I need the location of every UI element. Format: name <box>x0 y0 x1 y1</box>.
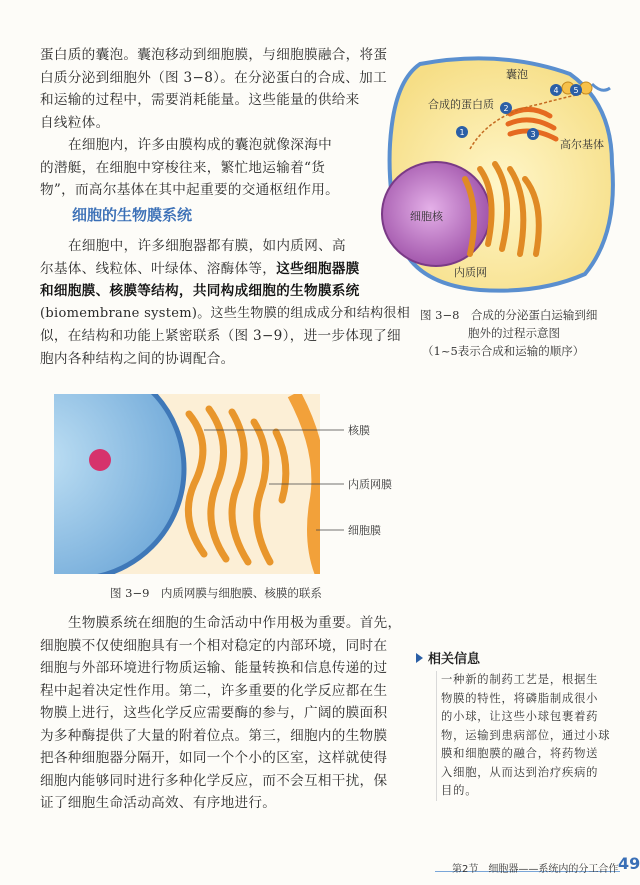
label-er: 内质网 <box>454 266 487 279</box>
text-line: 物”，而高尔基体在其中起重要的交通枢纽作用。 <box>40 182 340 198</box>
label-golgi: 高尔基体 <box>560 138 604 151</box>
label-nucleus: 细胞核 <box>410 210 443 223</box>
text-line: 膜和细胞膜的融合，将药物送 <box>441 747 599 760</box>
vesicle-shape <box>580 82 592 94</box>
text-line: 白质分泌到细胞外（图 3−8）。在分泌蛋白的合成、加工 <box>40 69 387 86</box>
related-info-text <box>436 671 626 801</box>
paragraph-biomembrane-function <box>40 612 415 815</box>
svg-text:3: 3 <box>530 130 536 139</box>
text-line: 物膜上进行，这些化学反应需要酶的参与，广阔的膜面积 <box>40 705 388 721</box>
text-line: 生物膜系统在细胞的生命活动中作用极为重要。首先， <box>68 615 402 631</box>
secretory-pathway-diagram <box>380 44 624 296</box>
svg-text:5: 5 <box>573 86 579 95</box>
label-er-membrane: 内质网膜 <box>348 478 392 491</box>
text-line: 蛋白质的囊泡。囊泡移动到细胞膜，与细胞膜融合，将蛋 <box>40 47 388 63</box>
text-line: 在细胞内，许多由膜构成的囊泡就像深海中 <box>68 137 332 153</box>
page-footer <box>0 854 640 885</box>
caption-line: 图 3−8 合成的分泌蛋白运输到细 <box>420 308 598 322</box>
text-line: 物，运输到患病部位，通过小球 <box>441 728 611 742</box>
cell-membrane-opening <box>592 84 610 90</box>
figure-3-9-caption: 图 3−9 内质网膜与细胞膜、核膜的联系 <box>110 586 322 600</box>
text-line: 证了细胞生命活动高效、有序地进行。 <box>40 795 277 811</box>
text-line: 入细胞，从而达到治疗疾病的 <box>441 765 599 779</box>
text-line: 似，在结构和功能上紧密联系（图 3−9），进一步体现了细 <box>40 328 401 344</box>
figure-3-9 <box>54 394 410 574</box>
related-info-title <box>416 648 626 667</box>
text-line: 自线粒体。 <box>40 114 110 131</box>
svg-text:2: 2 <box>503 104 509 113</box>
section-title: 细胞的生物膜系统 <box>72 206 193 224</box>
nucleolus-shape <box>89 449 111 471</box>
caption-line: 胞外的过程示意图 <box>468 326 560 340</box>
caption-line: （1~5表示合成和运输的顺序） <box>422 344 585 358</box>
paragraph-biomembrane <box>40 235 410 370</box>
triangle-bullet-icon <box>416 653 423 663</box>
text-line: 把各种细胞器分隔开，如同一个个小的区室，这样就使得 <box>40 750 388 766</box>
paragraph-vesicle <box>40 44 390 134</box>
text-line <box>40 258 410 281</box>
related-info-box <box>416 648 626 801</box>
text-line: 细胞与外部环境进行物质运输、能量转换和信息传递的过 <box>40 660 388 676</box>
text-line: 和运输的过程中，需要消耗能量。这些能量的供给来 <box>40 92 360 108</box>
figure-3-8 <box>380 44 624 296</box>
page-number: 49 <box>618 854 640 873</box>
text-line: 为多种酶提供了大量的附着位点。第三，细胞内的生物膜 <box>40 727 388 744</box>
label-protein: 合成的蛋白质 <box>428 98 494 111</box>
bold-text-line: 和细胞膜、核膜等结构，共同构成细胞的生物膜系统 <box>40 283 360 299</box>
label-cell-membrane: 细胞膜 <box>348 524 381 537</box>
text-segment: 尔基体、线粒体、叶绿体、溶酶体等， <box>40 260 277 277</box>
text-line: 的小球，让这些小球包裹着药 <box>441 710 599 723</box>
text-line: 物膜的特性，将磷脂制成很小 <box>441 691 599 705</box>
text-line: 一种新的制药工艺是，根据生 <box>441 673 599 686</box>
text-line: 在细胞中，许多细胞器都有膜，如内质网、高 <box>68 238 346 254</box>
label-nuclear-membrane: 核膜 <box>348 424 370 437</box>
svg-text:4: 4 <box>553 86 559 95</box>
text-line: 的潜艇，在细胞中穿梭往来，繁忙地运输着“货 <box>40 159 326 176</box>
footer-section-title: 第2节 细胞器——系统内的分工合作 <box>452 864 619 875</box>
svg-text:1: 1 <box>459 128 465 137</box>
text-line: 细胞膜不仅使细胞具有一个相对稳定的内部环境，同时在 <box>40 637 388 654</box>
text-line: 胞内各种结构之间的协调配合。 <box>40 350 235 367</box>
paragraph-submarine <box>40 134 390 202</box>
figure-3-8-caption <box>420 306 620 360</box>
text-line: 细胞内能够同时进行多种化学反应，而不会互相干扰，保 <box>40 772 388 789</box>
bold-text: 这些细胞器膜 <box>276 260 360 277</box>
label-vesicle: 囊泡 <box>506 68 528 81</box>
related-info-title-text: 相关信息 <box>428 652 481 667</box>
text-line: 程中起着决定性作用。第二，许多重要的化学反应都在生 <box>40 682 388 699</box>
text-line: 目的。 <box>441 784 478 797</box>
text-line: (biomembrane system)。这些生物膜的组成成分和结构很相 <box>40 305 411 321</box>
